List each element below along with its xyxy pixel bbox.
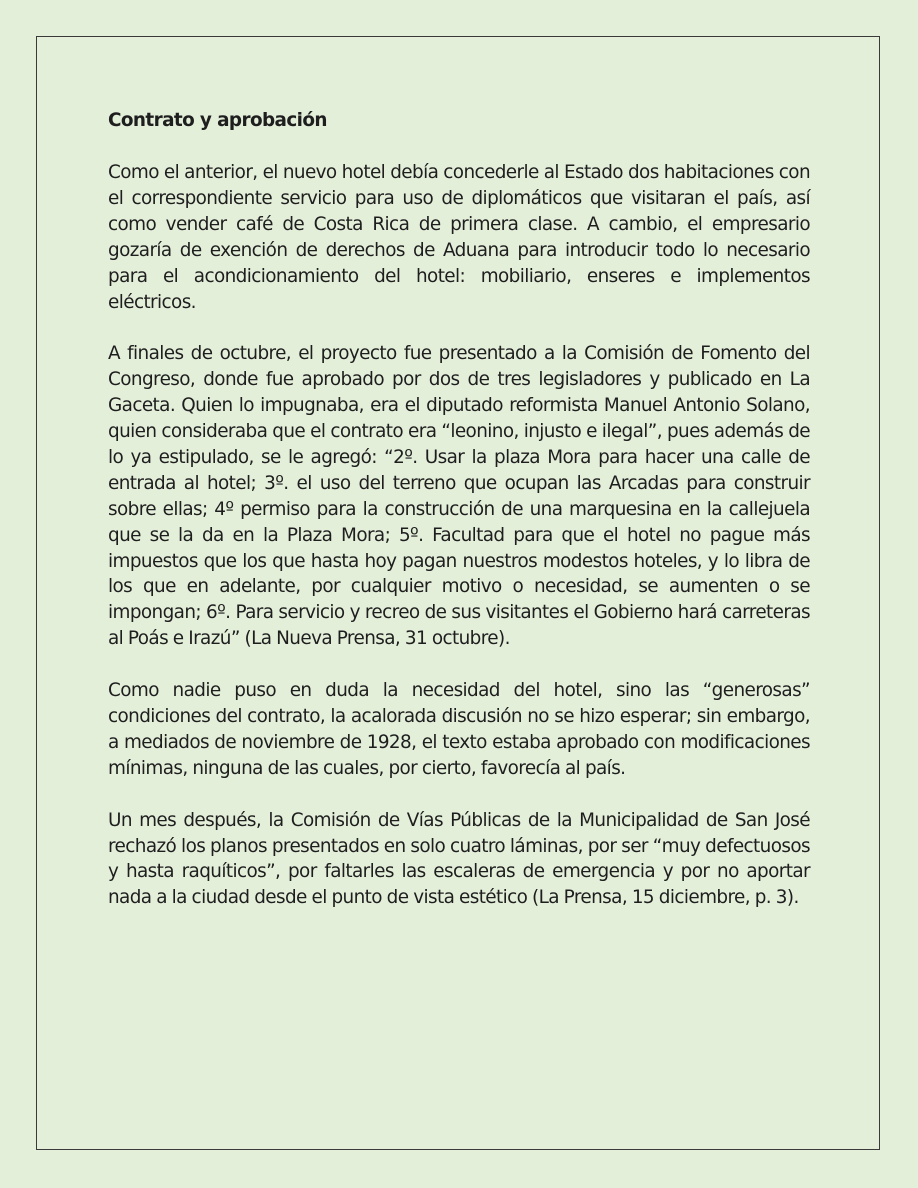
paragraph-1: Como el anterior, el nuevo hotel debía concederle al Estado dos habitaciones con el correspondiente servicio para uso de diplomáticos que visitaran el país, así como vender café de Costa Rica de primera clase. A cambio, el empresario gozaría de exención de derechos de Aduana para introducir todo lo necesario para el acondicionamiento del hotel: mobiliario, enseres e implementos eléctricos. xyxy=(108,162,810,313)
section-heading: Contrato y aprobación xyxy=(108,110,327,131)
paragraph-3: Como nadie puso en duda la necesidad del hotel, sino las “generosas” condiciones del contrato, la acalorada discusión no se hizo esperar; sin embargo, a mediados de noviembre de 1928, el texto estaba aprobado con modificaciones mínimas, ninguna de las cuales, por cierto, favorecía al país. xyxy=(108,680,810,779)
document-body xyxy=(108,108,810,937)
paragraph-4: Un mes después, la Comisión de Vías Públicas de la Municipalidad de San José rechazó los planos presentados en solo cuatro láminas, por ser “muy defectuosos y hasta raquíticos”, por faltarles las escaleras de emergencia y por no aportar nada a la ciudad desde el punto de vista estético (La Prensa, 15 diciembre, p. 3). xyxy=(108,809,810,909)
paragraph-2: A finales de octubre, el proyecto fue presentado a la Comisión de Fomento del Congreso, donde fue aprobado por dos de tres legisladores y publicado en La Gaceta. Quien lo impugnaba, era el diputado reformista Manuel Antonio Solano, quien consideraba que el contrato era “leonino, injusto e ilegal”, pues además de lo ya estipulado, se le agregó: “2º. Usar la plaza Mora para hacer una calle de entrada al hotel; 3º. el uso del terreno que ocupan las Arcadas para construir sobre ellas; 4º permiso para la construcción de una marquesina en la callejuela que se la da en la Plaza Mora; 5º. Facultad para que el hotel no pague más impuestos que los que hasta hoy pagan nuestros modestos hoteles, y lo libra de los que en adelante, por cualquier motivo o necesidad, se aumenten o se impongan; 6º. Para servicio y recreo de sus visitantes el Gobierno hará carreteras al Poás e Irazú” (La Nueva Prensa, 31 octubre). xyxy=(108,343,810,650)
